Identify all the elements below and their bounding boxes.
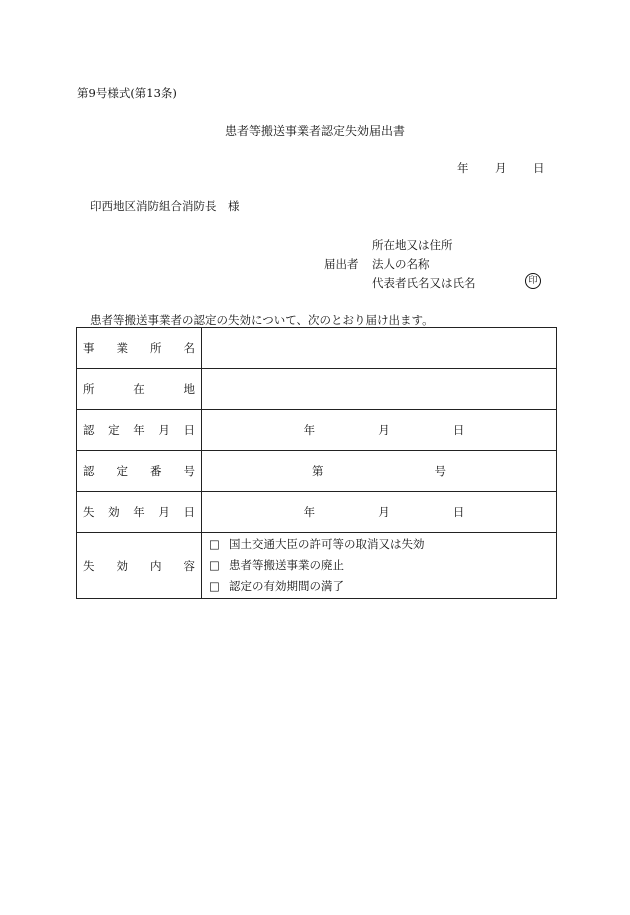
row-expiry-content xyxy=(77,533,557,599)
day-label: 日 xyxy=(452,423,465,437)
label-char: 所 xyxy=(83,382,95,396)
label-char: 年 xyxy=(133,505,145,519)
cert-number-field[interactable] xyxy=(202,451,557,492)
location-field[interactable] xyxy=(202,369,557,410)
label-char: 認 xyxy=(83,464,95,478)
label-char: 業 xyxy=(116,341,128,355)
representative-name-label: 代表者氏名又は氏名 xyxy=(372,276,476,290)
row-office-name xyxy=(77,328,557,369)
date-day-label: 日 xyxy=(533,161,545,175)
label-char: 容 xyxy=(183,558,195,573)
expiry-content-options xyxy=(202,533,557,599)
cert-date-label xyxy=(77,410,202,451)
option-permit-revoked[interactable] xyxy=(202,534,556,555)
addressee: 印西地区消防組合消防長 様 xyxy=(90,199,240,213)
office-name-label xyxy=(77,328,202,369)
applicant-block xyxy=(324,236,476,293)
option-business-abolished[interactable] xyxy=(202,555,556,576)
label-char: 地 xyxy=(183,382,195,396)
submission-date xyxy=(457,160,545,176)
corp-name-label: 法人の名称 xyxy=(372,257,430,271)
option-label: 認定の有効期間の満了 xyxy=(229,579,344,593)
month-label: 月 xyxy=(378,505,390,519)
row-location xyxy=(77,369,557,410)
label-char: 効 xyxy=(116,558,128,573)
expiry-date-field[interactable] xyxy=(202,492,557,533)
label-char: 年 xyxy=(133,423,145,437)
option-label: 国土交通大臣の許可等の取消又は失効 xyxy=(229,537,425,551)
expiry-date-label xyxy=(77,492,202,533)
expiry-content-label xyxy=(77,533,202,599)
checkbox-icon[interactable]: □ xyxy=(209,537,220,551)
label-char: 失 xyxy=(83,558,95,573)
label-char: 名 xyxy=(183,341,195,355)
number-prefix: 第 xyxy=(312,464,324,478)
checkbox-icon[interactable]: □ xyxy=(209,579,220,593)
details-table xyxy=(76,327,557,599)
label-char: 号 xyxy=(183,464,195,478)
cert-number-label xyxy=(77,451,202,492)
row-cert-number xyxy=(77,451,557,492)
document-title: 患者等搬送事業者認定失効届出書 xyxy=(224,124,405,138)
label-char: 内 xyxy=(150,558,162,573)
year-label: 年 xyxy=(303,505,316,519)
day-label: 日 xyxy=(452,505,465,519)
option-validity-expired[interactable] xyxy=(202,576,556,597)
label-char: 定 xyxy=(108,423,120,437)
seal-mark: 印 xyxy=(525,273,541,289)
intro-statement: 患者等搬送事業者の認定の失効について、次のとおり届け出ます。 xyxy=(90,313,434,327)
label-char: 月 xyxy=(158,423,170,437)
office-name-field[interactable] xyxy=(202,328,557,369)
label-char: 効 xyxy=(108,505,120,519)
number-suffix: 号 xyxy=(434,464,446,478)
checkbox-icon[interactable]: □ xyxy=(209,558,220,572)
label-char: 認 xyxy=(83,423,95,437)
label-char: 定 xyxy=(116,464,128,478)
date-year-label: 年 xyxy=(457,161,469,175)
label-char: 月 xyxy=(158,505,170,519)
label-char: 所 xyxy=(150,341,162,355)
location-label xyxy=(77,369,202,410)
option-label: 患者等搬送事業の廃止 xyxy=(229,558,344,572)
cert-date-field[interactable] xyxy=(202,410,557,451)
date-month-label: 月 xyxy=(495,161,507,175)
row-expiry-date xyxy=(77,492,557,533)
label-char: 番 xyxy=(150,464,162,478)
label-char: 日 xyxy=(183,423,195,437)
form-number: 第9号様式(第13条) xyxy=(77,86,177,100)
label-char: 事 xyxy=(83,341,95,355)
label-char: 日 xyxy=(183,505,195,519)
label-char: 在 xyxy=(133,382,145,396)
year-label: 年 xyxy=(303,423,316,437)
month-label: 月 xyxy=(378,423,390,437)
applicant-label: 届出者 xyxy=(324,257,359,271)
label-char: 失 xyxy=(83,505,95,519)
address-label: 所在地又は住所 xyxy=(372,238,453,252)
row-cert-date xyxy=(77,410,557,451)
